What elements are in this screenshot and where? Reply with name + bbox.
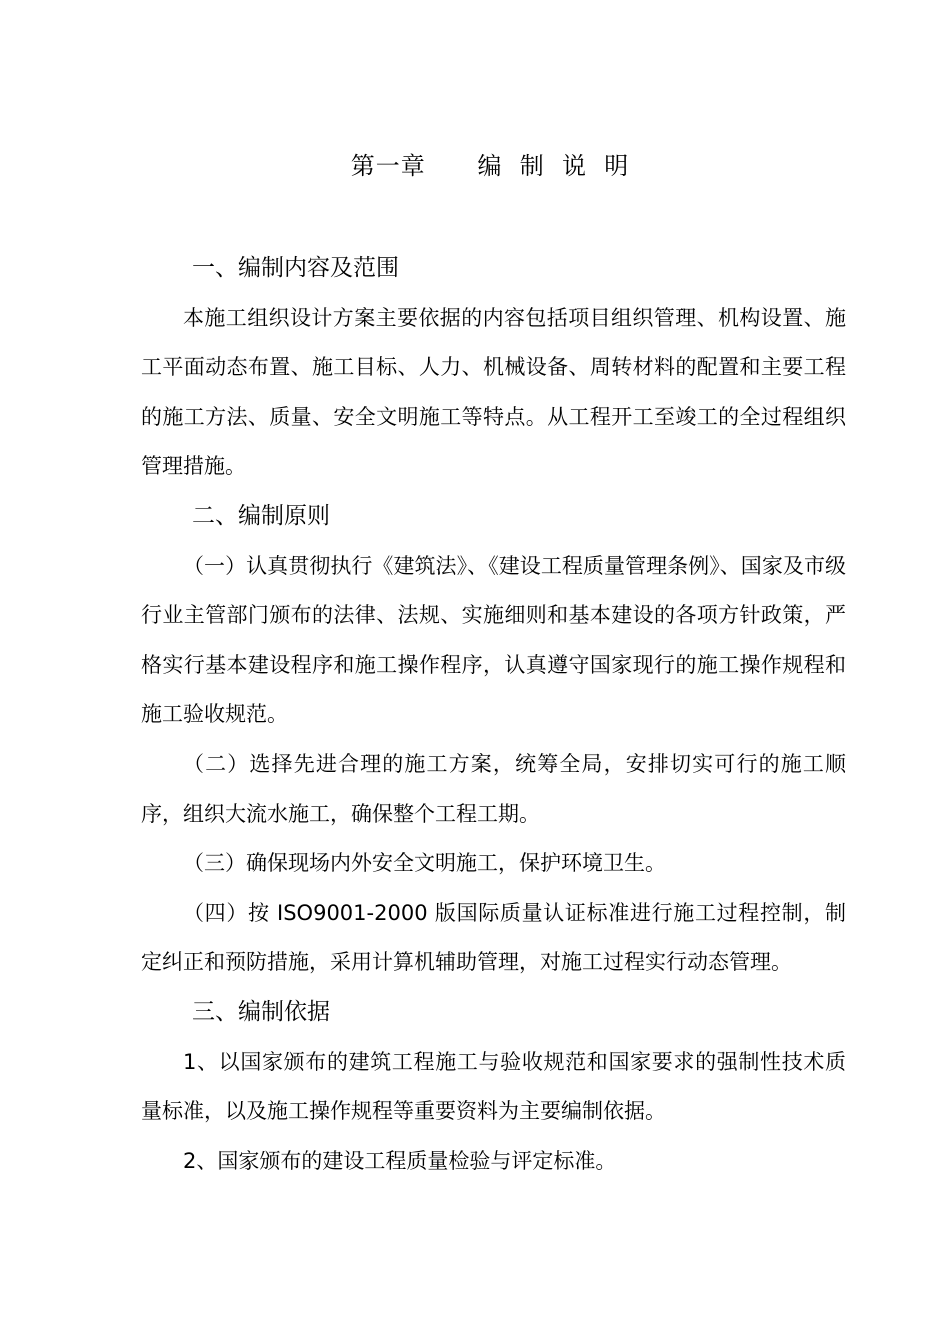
paragraph: 本施工组织设计方案主要依据的内容包括项目组织管理、机构设置、施工平面动态布置、施工目标、人力、机械设备、周转材料的配置和主要工程的施工方法、质量、安全文明施工等特点。从工程开工至竣工的全过程组织管理措施。 bbox=[141, 305, 846, 479]
section-principles bbox=[141, 492, 846, 988]
paragraph: （二）选择先进合理的施工方案，统筹全局，安排切实可行的施工顺序，组织大流水施工，确保整个工程工期。 bbox=[141, 751, 846, 826]
paragraph: （三）确保现场内外安全文明施工，保护环境卫生。 bbox=[183, 851, 666, 876]
section-heading: 一、编制内容及范围 bbox=[192, 255, 399, 281]
paragraph: 1、以国家颁布的建筑工程施工与验收规范和国家要求的强制性技术质量标准，以及施工操作规程等重要资料为主要编制依据。 bbox=[141, 1049, 846, 1124]
section-heading: 三、编制依据 bbox=[192, 998, 330, 1025]
section-basis bbox=[141, 988, 846, 1186]
chapter-title: 第一章 编 制 说 明 bbox=[350, 152, 630, 180]
section-heading: 二、编制原则 bbox=[192, 502, 330, 529]
paragraph: （四）按 ISO9001-2000 版国际质量认证标准进行施工过程控制，制定纠正和预防措施，采用计算机辅助管理，对施工过程实行动态管理。 bbox=[141, 900, 846, 975]
section-scope bbox=[141, 244, 846, 492]
paragraph: （一）认真贯彻执行《建筑法》、《建设工程质量管理条例》、国家及市级行业主管部门颁布的法律、法规、实施细则和基本建设的各项方针政策，严格实行基本建设程序和施工操作程序，认真遵守国家现行的施工操作规程和施工验收规范。 bbox=[141, 553, 846, 727]
paragraph: 2、国家颁布的建设工程质量检验与评定标准。 bbox=[183, 1148, 617, 1173]
document-body bbox=[141, 244, 846, 1186]
